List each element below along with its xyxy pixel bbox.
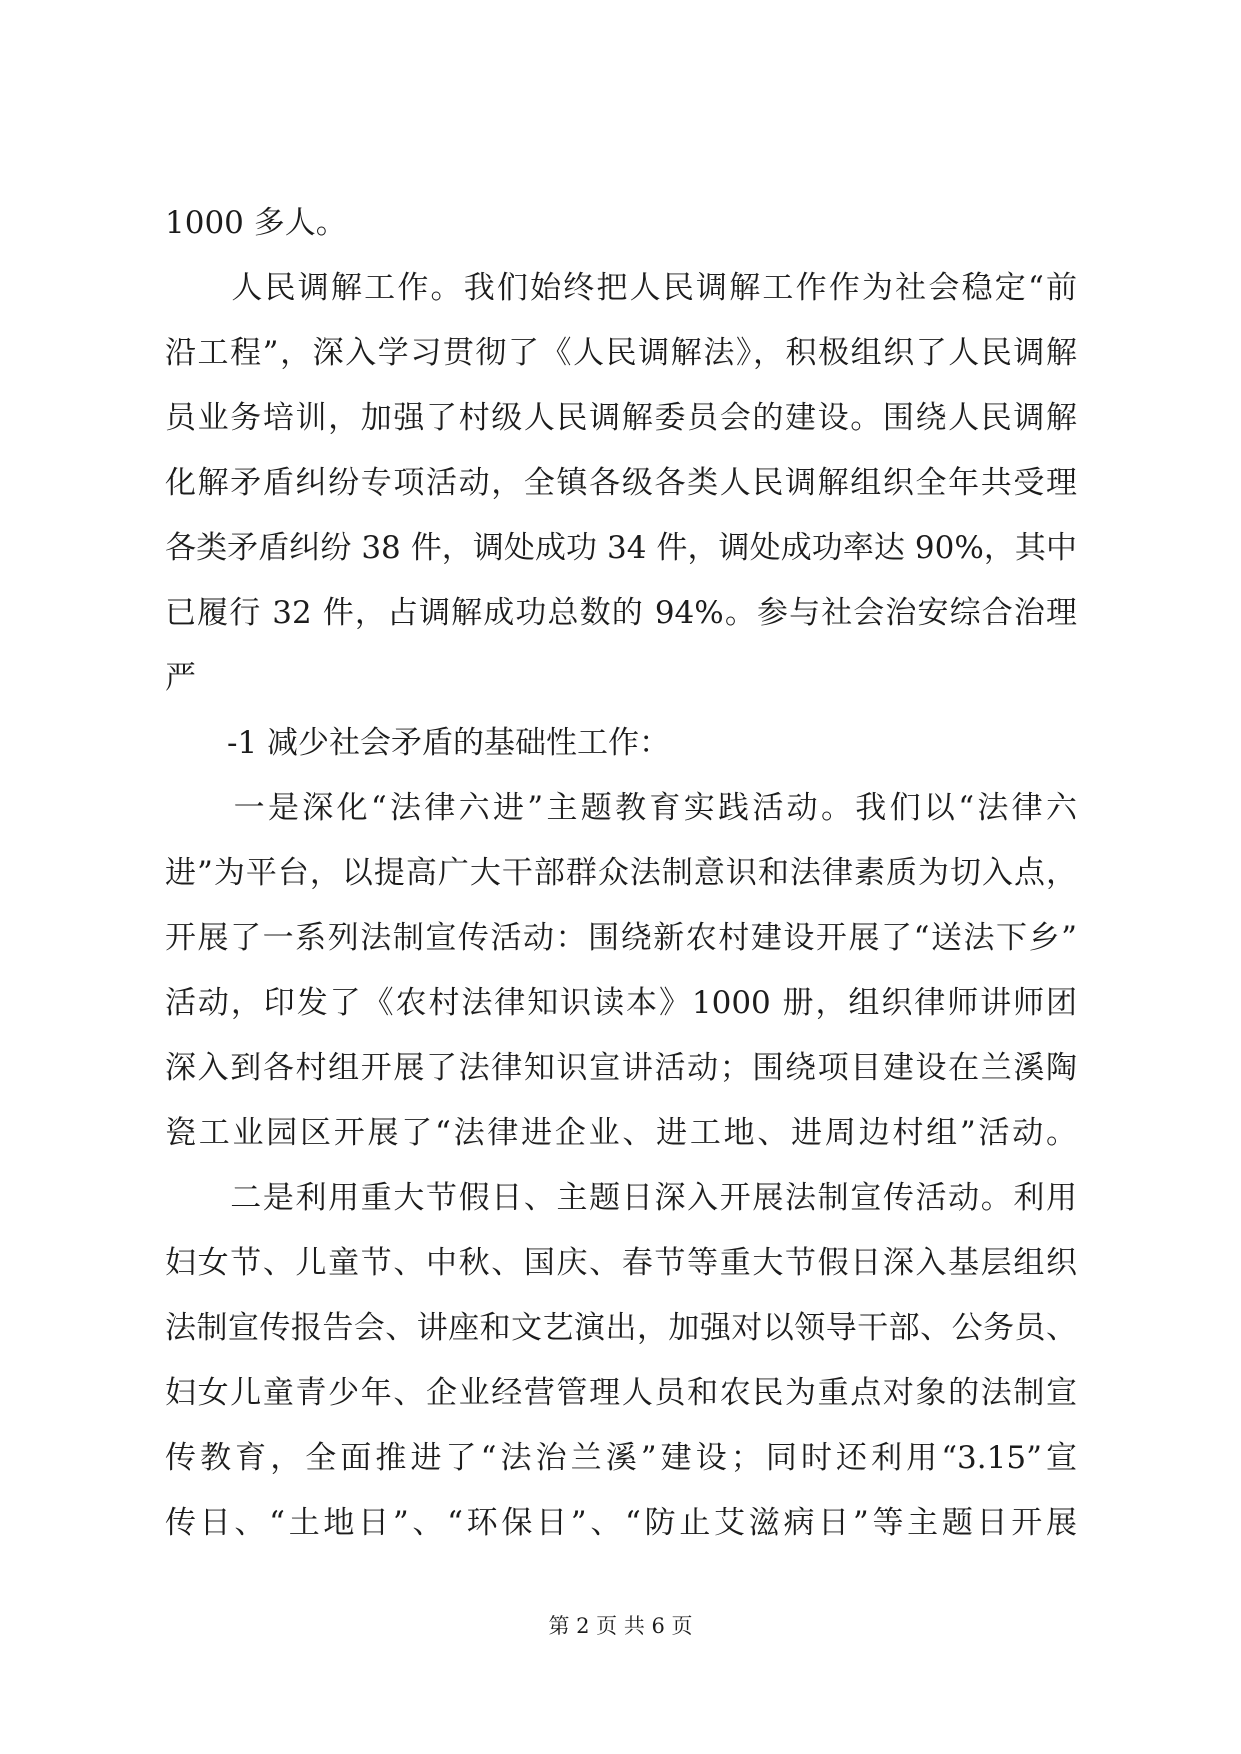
text-line-14: 深入到各村组开展了法律知识宣讲活动；围绕项目建设在兰溪陶: [165, 1050, 1077, 1086]
text-line-8: 严: [165, 660, 196, 696]
text-line-18: 法制宣传报告会、讲座和文艺演出，加强对以领导干部、公务员、: [165, 1310, 1077, 1346]
text-line-5: 化解矛盾纠纷专项活动，全镇各级各类人民调解组织全年共受理: [165, 465, 1077, 501]
text-line-2: 人民调解工作。我们始终把人民调解工作作为社会稳定“前: [165, 270, 1077, 306]
text-line-7: 已履行 32 件，占调解成功总数的 94%。参与社会治安综合治理: [165, 595, 1077, 631]
text-line-15: 瓷工业园区开展了“法律进企业、进工地、进周边村组”活动。: [165, 1115, 1077, 1151]
text-line-19: 妇女儿童青少年、企业经营管理人员和农民为重点对象的法制宣: [165, 1375, 1077, 1411]
text-line-13: 活动，印发了《农村法律知识读本》1000 册，组织律师讲师团: [165, 985, 1077, 1021]
text-line-11: 进”为平台，以提高广大干部群众法制意识和法律素质为切入点，: [165, 855, 1077, 891]
text-line-6: 各类矛盾纠纷 38 件，调处成功 34 件，调处成功率达 90%，其中: [165, 530, 1077, 566]
text-line-21: 传日、“土地日”、“环保日”、“防止艾滋病日”等主题日开展: [165, 1505, 1077, 1541]
text-line-1: 1000 多人。: [165, 205, 347, 241]
text-line-17: 妇女节、儿童节、中秋、国庆、春节等重大节假日深入基层组织: [165, 1245, 1077, 1281]
text-line-3: 沿工程”，深入学习贯彻了《人民调解法》，积极组织了人民调解: [165, 335, 1077, 371]
text-line-20: 传教育，全面推进了“法治兰溪”建设；同时还利用“3.15”宣: [165, 1440, 1077, 1476]
text-line-9: -1 减少社会矛盾的基础性工作：: [165, 725, 671, 761]
text-line-16: 二是利用重大节假日、主题日深入开展法制宣传活动。利用: [165, 1180, 1077, 1216]
page-number-footer: 第 2 页 共 6 页: [548, 1614, 693, 1638]
text-line-10: 一是深化“法律六进”主题教育实践活动。我们以“法律六: [165, 790, 1077, 826]
text-line-12: 开展了一系列法制宣传活动：围绕新农村建设开展了“送法下乡”: [165, 920, 1077, 956]
text-line-4: 员业务培训，加强了村级人民调解委员会的建设。围绕人民调解: [165, 400, 1077, 436]
